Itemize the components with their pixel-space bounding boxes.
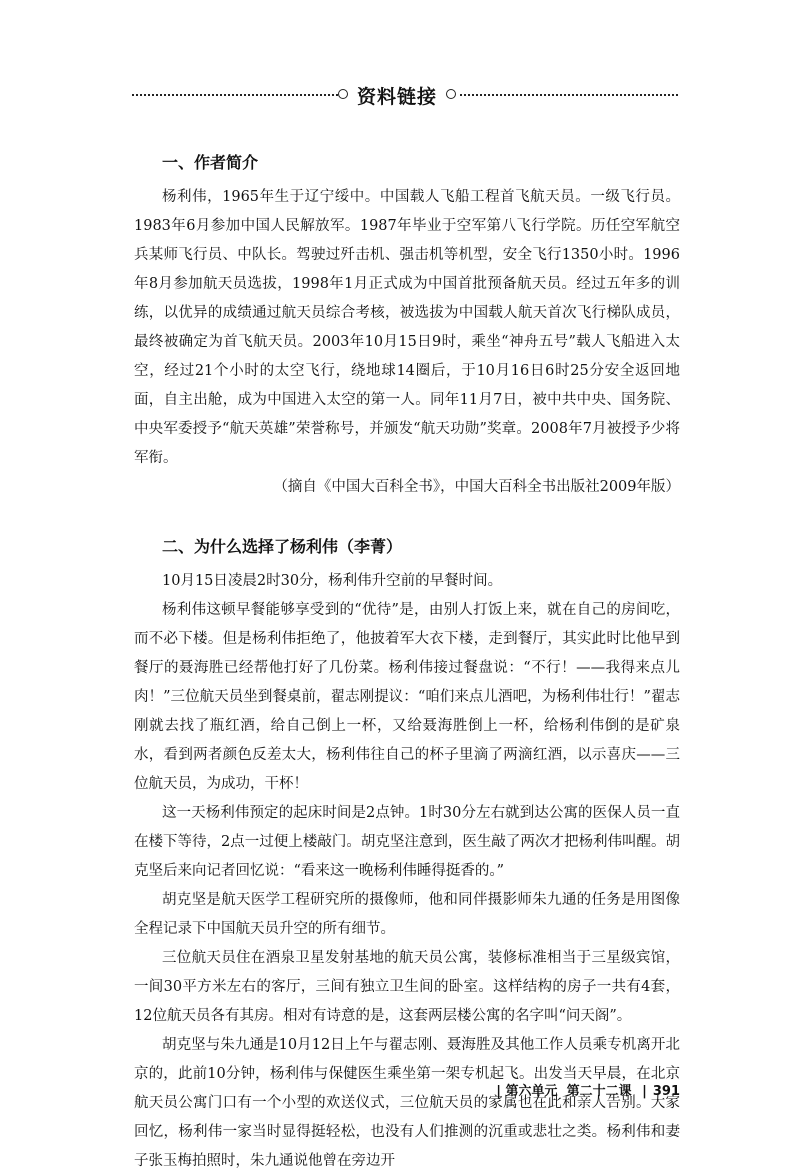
footer-divider-icon: | [642, 1084, 647, 1099]
section2-paragraph-4: 胡克坚是航天医学工程研究所的摄像师，他和同伴摄影师朱九通的任务是用图像全程记录下中国航天员升空的所有细节。 [134, 892, 680, 937]
page-content [134, 148, 680, 1176]
section2-paragraph-2: 杨利伟这顿早餐能够享受到的“优待”是，由别人打饭上来，就在自己的房间吃，而不必下楼。但是杨利伟拒绝了，他披着军大衣下楼，走到餐厅，其实此时比他早到餐厅的聂海胜已经帮他打好了几份菜。杨利伟接过餐盘说：“不行！——我得来点儿肉！”三位航天员坐到餐桌前，翟志刚提议：“咱们来点儿酒吧，为杨利伟壮行！”翟志刚就去找了瓶红酒，给自己倒上一杯，又给聂海胜倒上一杯，给杨利伟倒的是矿泉水，看到两者颜色反差太大，杨利伟往自己的杯子里滴了两滴红酒，以示喜庆——三位航天员，为成功，干杯！ [134, 602, 680, 792]
section1-paragraph: 杨利伟，1965年生于辽宁绥中。中国载人飞船工程首飞航天员。一级飞行员。1983年6月参加中国人民解放军。1987年毕业于空军第八飞行学院。历任空军航空兵某师飞行员、中队长。驾驶过歼击机、强击机等机型，安全飞行1350小时。1996年8月参加航天员选拔，1998年1月正式成为中国首批预备航天员。经过五年多的训练，以优异的成绩通过航天员综合考核，被选拔为中国载人航天首次飞行梯队成员，最终被确定为首飞航天员。2003年10月15日9时，乘坐“神舟五号”载人飞船进入太空，经过21个小时的太空飞行，绕地球14圈后，于10月16日6时25分安全返回地面，自主出舱，成为中国进入太空的第一人。同年11月7日，被中共中央、国务院、中央军委授予“航天英雄”荣誉称号，并颁发“航天功勋”奖章。2008年7月被授予少将军衔。 [134, 189, 680, 466]
section2-paragraph-5: 三位航天员住在酒泉卫星发射基地的航天员公寓，装修标准相当于三星级宾馆，一间30平方米左右的客厅，三间有独立卫生间的卧室。这样结构的房子一共有4套，12位航天员各有其房。相对有诗意的是，这套两层楼公寓的名字叫“问天阁”。 [134, 950, 680, 1024]
dotted-rule-left [132, 94, 338, 96]
section2-title: 二、为什么选择了杨利伟（李菁） [162, 537, 403, 556]
dotted-rule-right [460, 94, 678, 96]
page-footer [496, 1080, 680, 1099]
section-header [132, 80, 678, 110]
footer-lesson: 第二十二课 [566, 1084, 632, 1099]
circle-ornament-left-icon [338, 89, 348, 99]
section2-paragraph-6: 胡克坚与朱九通是10月12日上午与翟志刚、聂海胜及其他工作人员乘专机离开北京的，此前10分钟，杨利伟与保健医生乘坐第一架专机起飞。出发当天早晨，在北京航天员公寓门口有一个小型的欢送仪式，三位航天员的家属也在此和亲人告别。大家回忆，杨利伟一家当时显得挺轻松，也没有人们推测的沉重或悲壮之类。杨利伟和妻子张玉梅拍照时，朱九通说他曾在旁边开 [134, 1037, 680, 1169]
footer-divider-icon: | [496, 1084, 501, 1099]
section2-paragraph-1: 10月15日凌晨2时30分，杨利伟升空前的早餐时间。 [162, 573, 503, 589]
circle-ornament-right-icon [446, 89, 456, 99]
section1-title: 一、作者简介 [162, 153, 259, 172]
header-title: 资料链接 [356, 86, 437, 108]
section2-paragraph-3: 这一天杨利伟预定的起床时间是2点钟。1时30分左右就到达公寓的医保人员一直在楼下等待，2点一过便上楼敲门。胡克坚注意到，医生敲了两次才把杨利伟叫醒。胡克坚后来向记者回忆说：“看来这一晚杨利伟睡得挺香的。” [134, 805, 680, 879]
page-number: 391 [652, 1084, 680, 1099]
section1-source: （摘自《中国大百科全书》，中国大百科全书出版社2009年版） [273, 479, 680, 495]
footer-unit: 第六单元 [505, 1084, 558, 1099]
